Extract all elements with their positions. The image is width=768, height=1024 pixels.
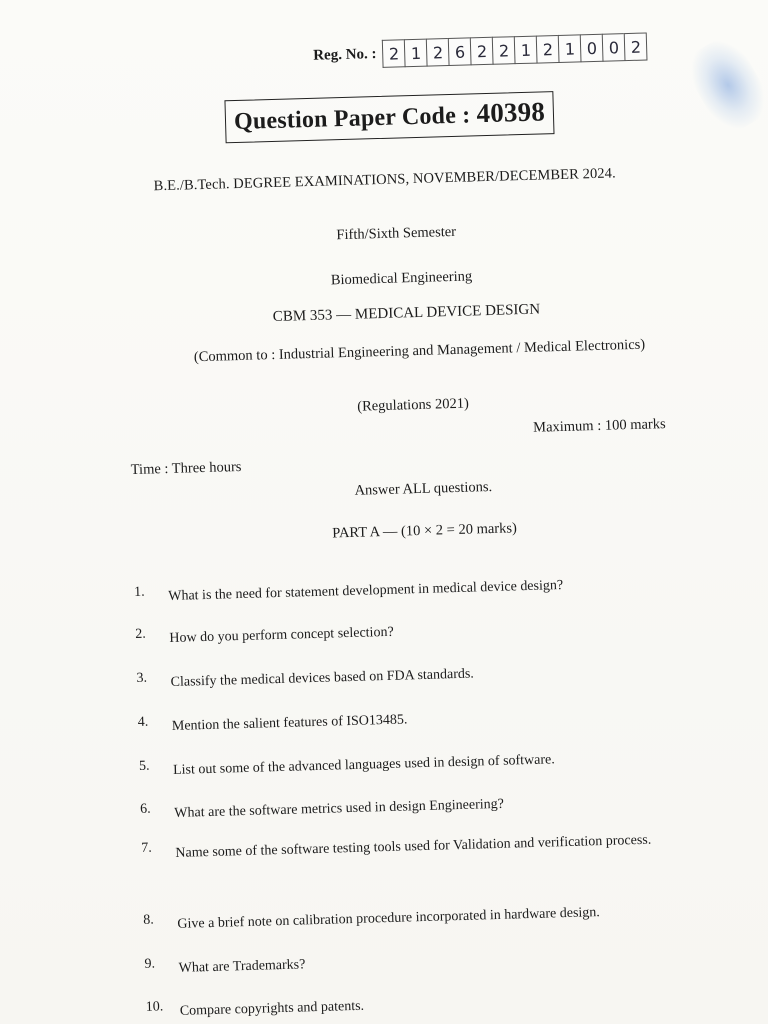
question-item (143, 897, 704, 939)
question-number: 7. (141, 840, 153, 856)
question-number: 3. (136, 670, 148, 686)
common-to: (Common to : Industrial Engineering and Management / Medical Electronics) (193, 336, 646, 366)
question-item (141, 825, 702, 869)
question-number: 1. (133, 584, 145, 601)
question-item (139, 743, 700, 785)
question-item (136, 655, 697, 697)
reg-digit: 1 (514, 36, 537, 65)
question-item (146, 984, 707, 1024)
reg-digit: 6 (448, 37, 471, 66)
reg-digit: 2 (536, 35, 559, 64)
question-item (140, 786, 701, 828)
reg-digit: 0 (602, 33, 625, 62)
question-number: 6. (140, 801, 151, 817)
question-item (134, 569, 695, 611)
code-label: Question Paper Code : (233, 102, 471, 136)
question-text: List out some of the advanced languages used in design of software. (172, 752, 555, 778)
reg-digit: 2 (382, 39, 405, 68)
time-duration: Time : Three hours (130, 458, 242, 479)
reg-digit: 2 (492, 36, 515, 65)
part-a-heading: PART A — (10 × 2 = 20 marks) (332, 520, 518, 542)
reg-label: Reg. No. : (312, 45, 377, 64)
reg-digit: 2 (624, 32, 648, 61)
registration-number (313, 32, 648, 69)
question-text: Give a brief note on calibration procedure incorporated in hardware design. (177, 905, 601, 932)
question-number: 2. (135, 626, 147, 642)
question-item (135, 611, 696, 653)
question-text: Compare copyrights and patents. (179, 998, 365, 1019)
question-number: 9. (144, 956, 156, 972)
reg-number-boxes (382, 32, 648, 67)
instruction: Answer ALL questions. (354, 478, 493, 499)
reg-digit: 1 (558, 34, 581, 63)
question-number: 4. (137, 714, 149, 730)
question-text: Mention the salient features of ISO13485. (171, 712, 408, 735)
question-item (144, 941, 705, 983)
reg-digit: 2 (470, 37, 493, 66)
reg-digit: 2 (426, 38, 449, 67)
question-text: Name some of the software testing tools used for Validation and verification process. (175, 832, 652, 861)
course-title: CBM 353 — MEDICAL DEVICE DESIGN (272, 301, 541, 326)
question-text: What are Trademarks? (178, 957, 306, 976)
exam-title: B.E./B.Tech. DEGREE EXAMINATIONS, NOVEMBER/DECEMBER 2024. (153, 165, 616, 195)
department: Biomedical Engineering (330, 268, 473, 289)
question-text: What is the need for statement development in medical device design? (168, 578, 564, 605)
question-item (138, 699, 699, 741)
reg-digit: 1 (404, 39, 427, 68)
question-paper-code (224, 91, 554, 143)
code-number: 40398 (476, 96, 546, 129)
reg-digit: 0 (580, 34, 603, 63)
maximum-marks: Maximum : 100 marks (532, 416, 666, 436)
question-text: Classify the medical devices based on FDA standards. (170, 666, 475, 691)
regulations: (Regulations 2021) (357, 395, 470, 415)
semester: Fifth/Sixth Semester (336, 223, 457, 244)
question-number: 5. (138, 758, 150, 774)
question-text: What are the software metrics used in design Engineering? (174, 796, 505, 821)
question-number: 8. (143, 912, 155, 928)
question-number: 10. (145, 999, 164, 1015)
question-text: How do you perform concept selection? (169, 624, 394, 647)
